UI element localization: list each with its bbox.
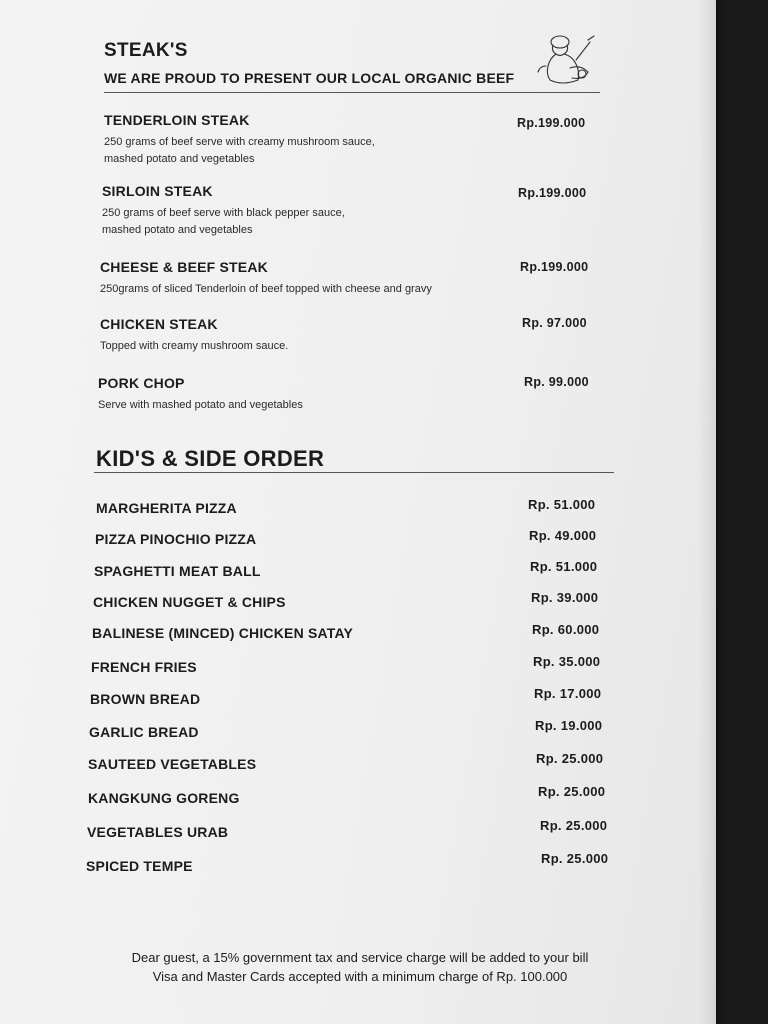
item-price: Rp. 49.000 [529,528,597,543]
item-description: Serve with mashed potato and vegetables [98,399,303,411]
list-item: GARLIC BREAD [89,724,199,740]
item-price: Rp. 51.000 [530,559,598,574]
item-price: Rp. 25.000 [538,784,606,799]
list-item: BROWN BREAD [90,691,201,707]
item-price: Rp. 25.000 [536,751,604,766]
item-description: 250 grams of beef serve with creamy mushroom sauce, mashed potato and vegetables [104,136,375,165]
item-price: Rp. 25.000 [541,851,609,866]
steaks-divider [104,92,600,93]
tax-note: Dear guest, a 15% government tax and service charge will be added to your bill [131,950,589,965]
item-description: 250grams of sliced Tenderloin of beef topped with cheese and gravy [100,283,432,295]
item-price: Rp. 39.000 [531,590,599,605]
kids-divider [94,472,614,473]
item-price: Rp. 99.000 [524,375,589,389]
list-item [100,316,288,355]
chef-illustration-icon [530,30,602,90]
item-name: TENDERLOIN STEAK [104,112,250,128]
item-name: SIRLOIN STEAK [102,183,213,199]
item-description: Topped with creamy mushroom sauce. [100,340,289,352]
card-note: Visa and Master Cards accepted with a minimum charge of Rp. 100.000 [152,969,568,984]
list-item: SPICED TEMPE [86,858,193,874]
item-description: 250 grams of beef serve with black pepper sauce, mashed potato and vegetables [102,207,345,236]
list-item [98,375,303,414]
list-item: BALINESE (MINCED) CHICKEN SATAY [92,625,354,641]
list-item: FRENCH FRIES [91,659,197,675]
steaks-subtitle: WE ARE PROUD TO PRESENT OUR LOCAL ORGANIC BEEF [104,70,515,86]
item-name: PORK CHOP [98,375,185,391]
steaks-title: STEAK'S [104,40,188,61]
list-item: SAUTEED VEGETABLES [88,756,257,772]
item-price: Rp. 51.000 [528,497,596,512]
list-item [102,183,372,239]
item-price: Rp. 17.000 [534,686,602,701]
list-item: PIZZA PINOCHIO PIZZA [95,531,257,547]
item-price: Rp. 25.000 [540,818,608,833]
kids-title: KID'S & SIDE ORDER [96,446,325,471]
list-item: VEGETABLES URAB [87,824,229,840]
list-item [104,112,394,168]
list-item: CHICKEN NUGGET & CHIPS [93,594,286,610]
item-name: CHICKEN STEAK [100,316,218,332]
item-name: CHEESE & BEEF STEAK [100,259,268,275]
item-price: Rp. 60.000 [532,622,600,637]
item-price: Rp. 35.000 [533,654,601,669]
list-item: MARGHERITA PIZZA [96,500,237,516]
item-price: Rp.199.000 [517,116,586,130]
footer-note [100,948,620,986]
item-price: Rp.199.000 [520,260,589,274]
item-price: Rp. 97.000 [522,316,587,330]
list-item [100,259,432,298]
list-item: KANGKUNG GORENG [88,790,240,806]
list-item: SPAGHETTI MEAT BALL [94,563,261,579]
item-price: Rp.199.000 [518,186,587,200]
item-price: Rp. 19.000 [535,718,603,733]
